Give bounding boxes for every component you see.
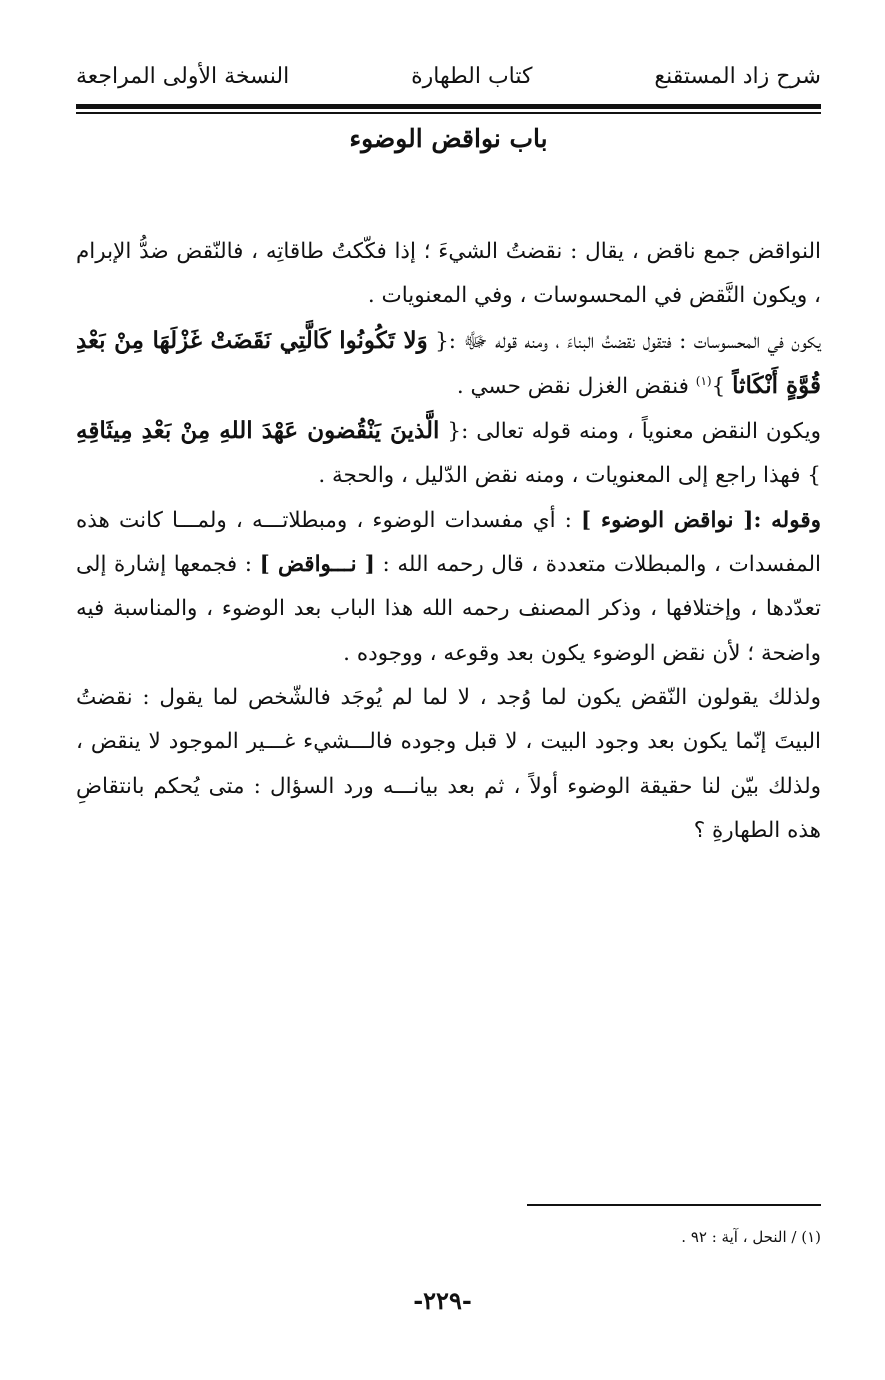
quoted-term: [ نـــواقض ] bbox=[259, 552, 375, 578]
header-rule-thin bbox=[76, 112, 821, 114]
footnote-marker: (١) bbox=[695, 373, 712, 388]
paragraph-explanation: ولذلك يقولون النّقض يكون لما وُجد ، لا لما لم يُوجَد فالشّخص لما يقول : نقضتُ البيتَ إنّما يكون بعد وجود البيت ، لا قبل وجوده فالـــشيء غـــير الموجود لا ينقض ، ولذلك بيّن لنا حقيقة الوضوء أولاً ، ثم بعد بيانـــه ورد السؤال : متى يُحكم بانتقاضِ هذه الطهارةِ ؟ bbox=[76, 684, 821, 843]
footnote-rule bbox=[527, 1204, 821, 1206]
page-number: -٢٢٩- bbox=[413, 1286, 472, 1315]
header-rule-thick bbox=[76, 104, 821, 109]
footnote: (١) / النحل ، آية : ٩٢ . bbox=[681, 1228, 821, 1246]
edition-note: النسخة الأولى المراجعة bbox=[76, 63, 290, 89]
quran-verse: الَّذينَ يَنْقُضون عَهْدَ اللهِ مِنْ بَعْدِ مِيثَاقِهِ bbox=[76, 417, 440, 445]
paragraph-abstract: ويكون النقض معنوياً ، ومنه قوله تعالى :{ الَّذينَ يَنْقُضون عَهْدَ اللهِ مِنْ بَعْدِ مِيثَاقِهِ } فهذا راجع إلى المعنويات ، ومنه نقض الدّليل ، والحجة . bbox=[76, 417, 821, 489]
body-text bbox=[76, 230, 821, 853]
paragraph-physical: يكون في المحسوسات : فتقول نقضتُ البناءَ ، ومنه قوله ﷻ :{ وَلا تَكُونُوا كَالَّتِي نَقَضَتْ غَزْلَهَا مِنْ بَعْدِ قُوَّةٍ أَنْكَاثاً }$^{(١)}$ فنقض الغزل نقض حسي . bbox=[76, 326, 821, 399]
paragraph-commentary: وقوله :[ نواقض الوضوء ] : أي مفسدات الوضوء ، ومبطلاتـــه ، ولمـــا كانت هذه المفسدات ، والمبطلات متعددة ، قال رحمه الله : [ نـــواقض ] : فجمعها إشارة إلى تعدّدها ، وإختلافها ، وذكر المصنف رحمه الله هذا الباب بعد الوضوء ، والمناسبة فيه واضحة ؛ لأن نقض الوضوء يكون بعد وقوعه ، ووجوده . bbox=[76, 507, 821, 666]
section-title: كتاب الطهارة bbox=[411, 63, 533, 89]
chapter-title: باب نواقض الوضوء bbox=[349, 124, 548, 153]
paragraph-definition: النواقض جمع ناقض ، يقال : نقضتُ الشيءَ ؛ إذا فكّكتُ طاقاتِه ، فالنّقض ضدُّ الإبرام ، ويكون النَّقض في المحسوسات ، وفي المعنويات . bbox=[76, 239, 821, 309]
running-header bbox=[76, 56, 821, 96]
quran-verse: وَلا تَكُونُوا كَالَّتِي نَقَضَتْ غَزْلَهَا مِنْ بَعْدِ قُوَّةٍ أَنْكَاثاً bbox=[76, 326, 821, 399]
book-title: شرح زاد المستقنع bbox=[654, 63, 821, 89]
quoted-matn: وقوله :[ نواقض الوضوء ] bbox=[581, 507, 821, 533]
